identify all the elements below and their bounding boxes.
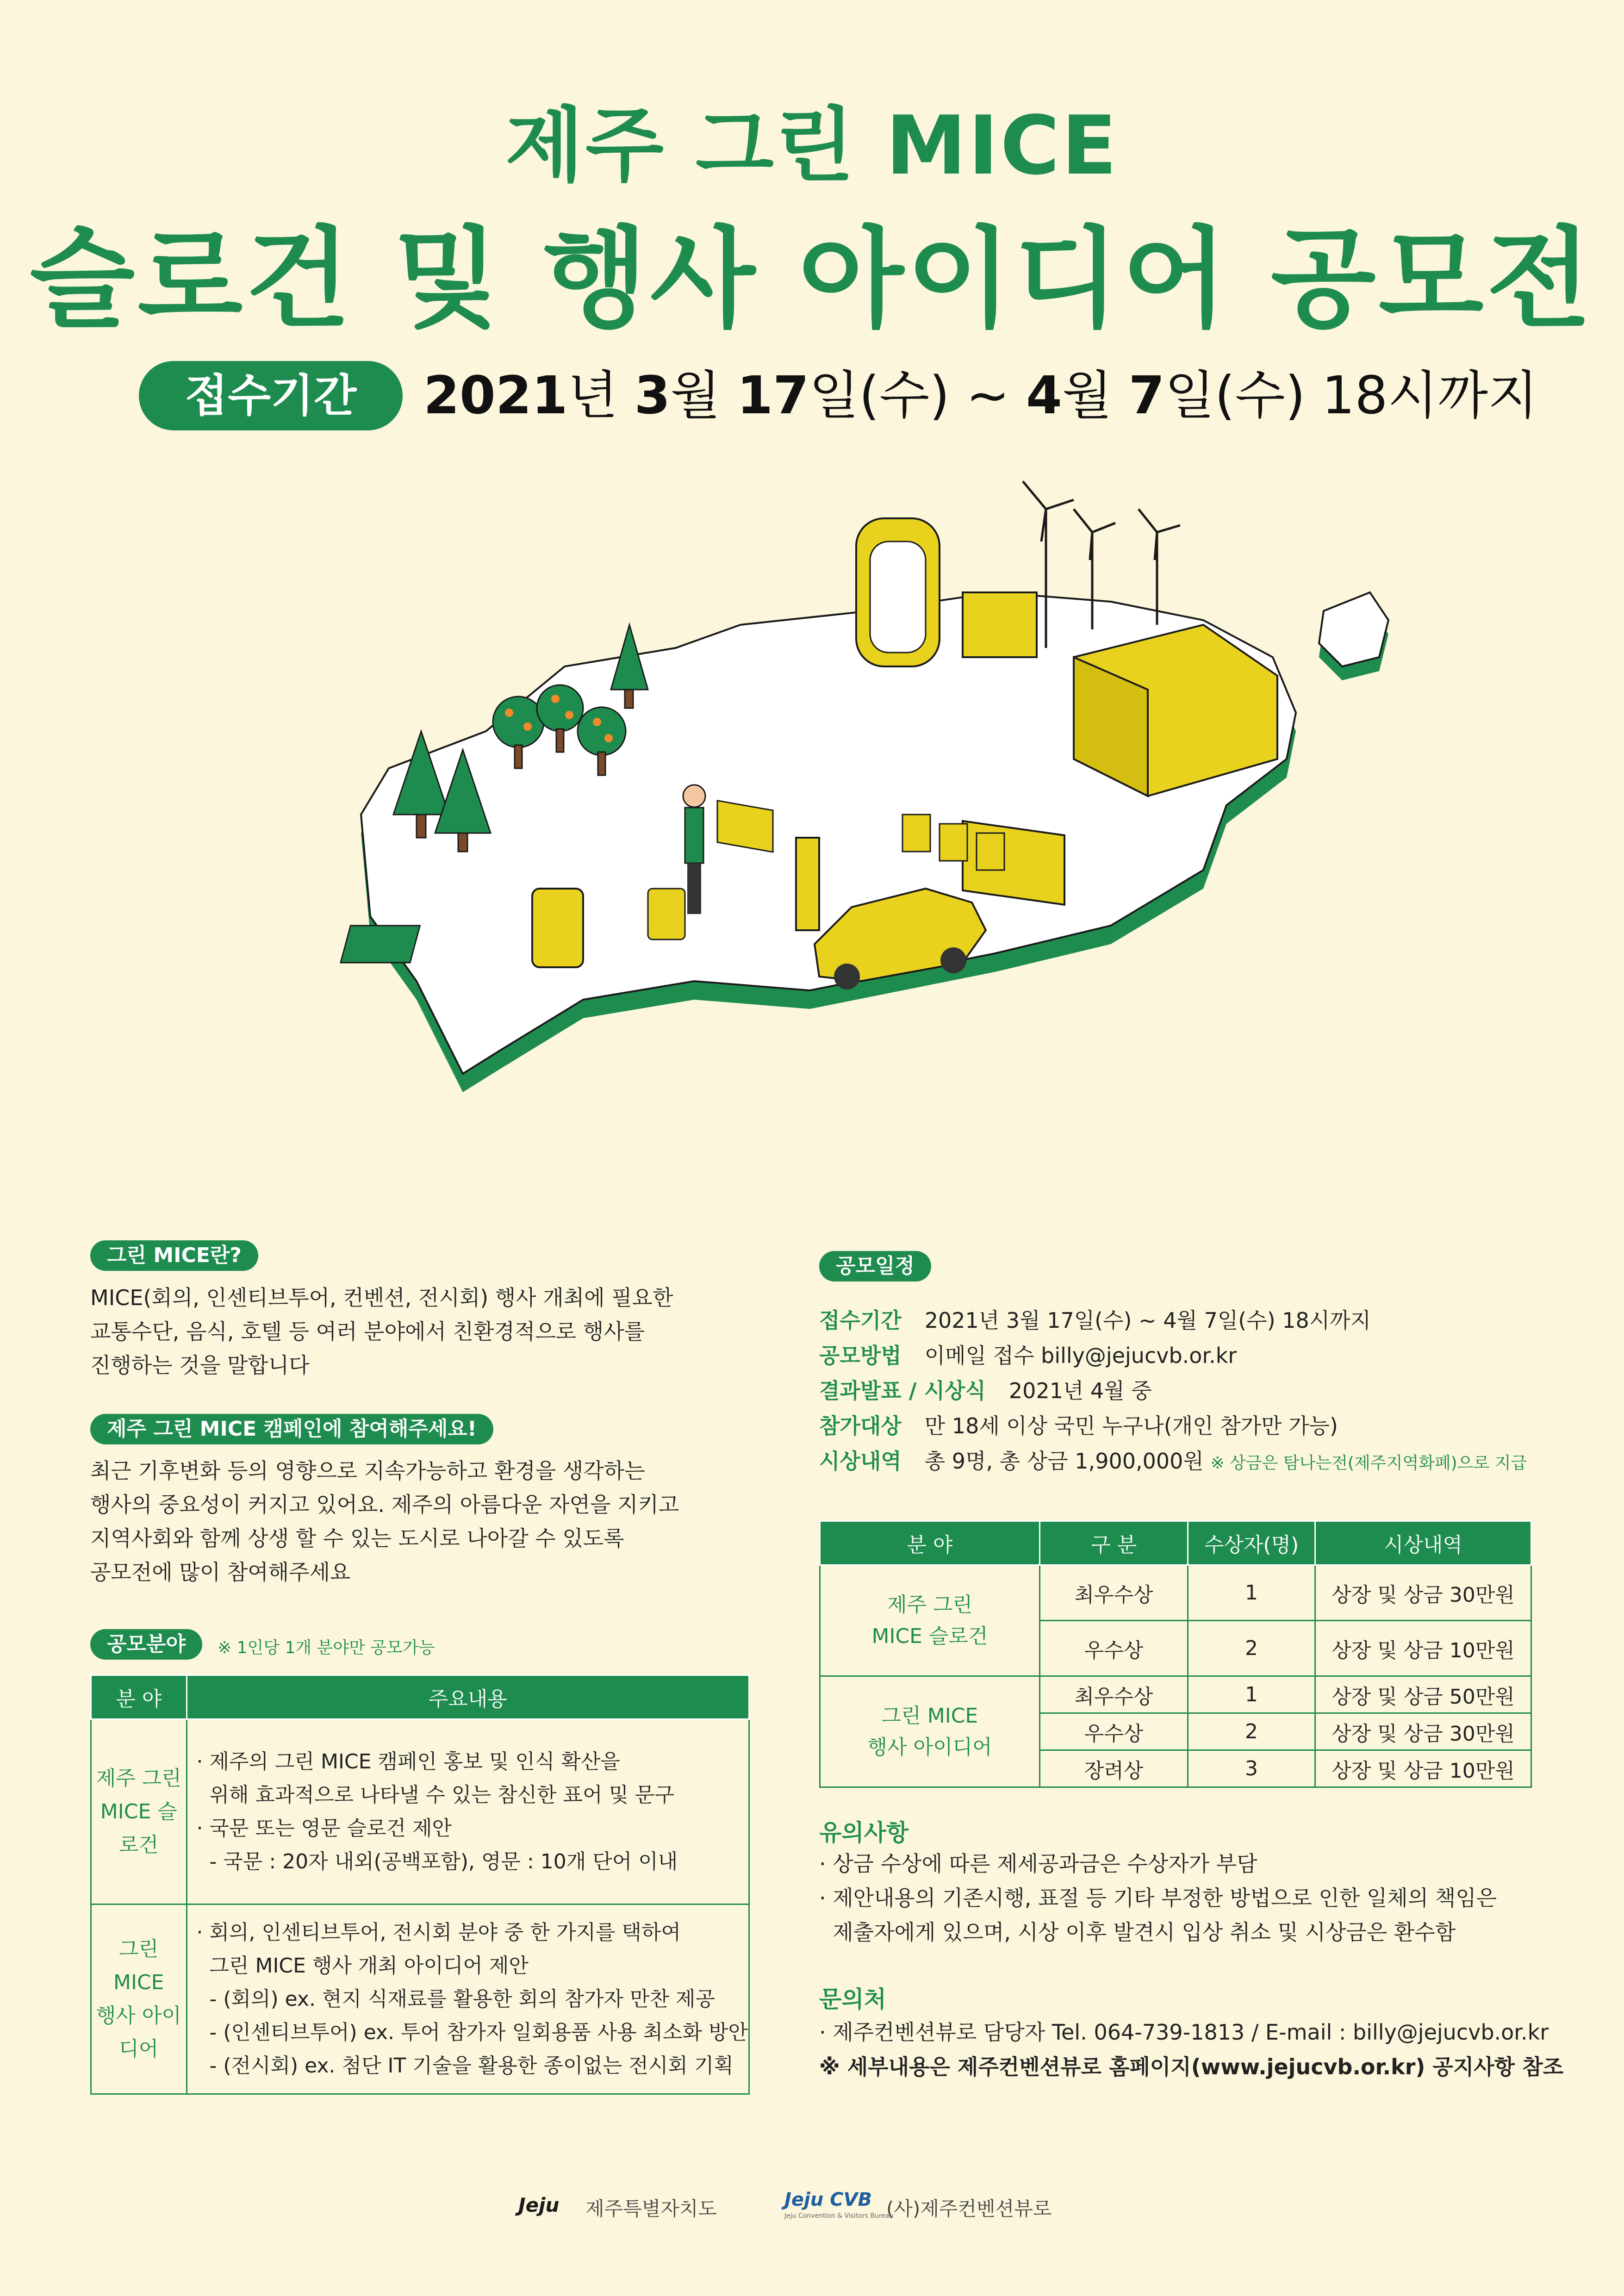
award-prize: 상장 및 상금 30만원 [1315, 1713, 1531, 1750]
period-month2-unit: 월 [1062, 366, 1129, 426]
what-is-green-mice-tag: 그린 MICE란? [90, 1240, 258, 1271]
contact-title: 문의처 [819, 1986, 886, 2013]
fields-row2-content [187, 1904, 749, 2094]
period-month2: 4 [1026, 366, 1062, 426]
fields-row2-field [91, 1904, 187, 2094]
award-prize: 상장 및 상금 50만원 [1315, 1676, 1531, 1713]
what-line-2: 교통수단, 음식, 호텔 등 여러 분야에서 친환경적으로 행사를 [90, 1319, 645, 1344]
contact-note: ※ 세부내용은 제주컨벤션뷰로 홈페이지(www.jejucvb.or.kr) 공지사항 참조 [819, 2054, 1564, 2079]
org-jejucvb: (사)제주컨벤션뷰로 [886, 2197, 1052, 2220]
period-day2: 7 [1128, 366, 1165, 426]
content-line: 그린 MICE 행사 개최 아이디어 제안 [196, 1954, 529, 1978]
period-badge: 접수기간 [139, 361, 403, 430]
table-row [820, 1565, 1531, 1621]
fields-header-content: 주요내용 [187, 1675, 749, 1719]
schedule-label: 결과발표 / 시상식 [819, 1378, 986, 1403]
content-line: - (회의) ex. 현지 식재료를 활용한 회의 참가자 만찬 제공 [196, 1987, 715, 2011]
campaign-line-2: 행사의 중요성이 커지고 있어요. 제주의 아름다운 자연을 지키고 [90, 1492, 679, 1517]
fields-row1-field [91, 1719, 187, 1904]
content-line: · 회의, 인센티브투어, 전시회 분야 중 한 가지를 택하여 [196, 1920, 681, 1944]
schedule-label: 참가대상 [819, 1413, 902, 1438]
what-is-green-mice-text [90, 1281, 761, 1382]
schedule-tag: 공모일정 [819, 1251, 931, 1282]
award-count: 1 [1188, 1565, 1315, 1621]
schedule-label: 공모방법 [819, 1343, 902, 1368]
schedule-row-period [819, 1303, 1527, 1338]
award-grade: 우수상 [1040, 1621, 1188, 1676]
period-text [423, 359, 1538, 433]
period-day1: 17 [737, 366, 809, 426]
award-prize: 상장 및 상금 10만원 [1315, 1621, 1531, 1676]
fields-header-field: 분 야 [91, 1675, 187, 1719]
content-line: - 국문 : 20자 내외(공백포함), 영문 : 10개 단어 이내 [196, 1849, 678, 1873]
campaign-line-4: 공모전에 많이 참여해주세요 [90, 1560, 351, 1585]
award-prize: 상장 및 상금 10만원 [1315, 1750, 1531, 1787]
prize-note: ※ 상금은 탐나는전(제주지역화폐)으로 지급 [1210, 1454, 1527, 1473]
table-row [820, 1676, 1531, 1713]
field-name-line: MICE 슬로건 [100, 1799, 177, 1857]
notice-line: 제출자에게 있으며, 시상 이후 발견시 입상 취소 및 시상금은 환수함 [819, 1920, 1456, 1945]
jejucvb-logo: Jeju CVB [784, 2189, 872, 2210]
notice-line: · 상금 수상에 따른 제세공과금은 수상자가 부담 [819, 1851, 1257, 1876]
award-grade: 최우수상 [1040, 1676, 1188, 1713]
content-line: - (전시회) ex. 첨단 IT 기술을 활용한 종이없는 전시회 기획 [196, 2053, 734, 2078]
table-row [91, 1904, 749, 2094]
notice-title: 유의사항 [819, 1819, 909, 1846]
campaign-line-1: 최근 기후변화 등의 영향으로 지속가능하고 환경을 생각하는 [90, 1458, 645, 1483]
award-grade: 장려상 [1040, 1750, 1188, 1787]
awards-header-prize: 시상내역 [1315, 1521, 1531, 1565]
period-day1-unit: 일(수) ~ [809, 366, 1026, 426]
campaign-text [90, 1454, 761, 1589]
content-line: - (인센티브투어) ex. 투어 참가자 일회용품 사용 최소화 방안 [196, 2020, 748, 2044]
awards-header-count: 수상자(명) [1188, 1521, 1315, 1565]
awards-header-field: 분 야 [820, 1521, 1040, 1565]
what-line-1: MICE(회의, 인센티브투어, 컨벤션, 전시회) 행사 개최에 필요한 [90, 1285, 673, 1310]
jejucvb-logo-sub: Jeju Convention & Visitors Bureau [784, 2212, 894, 2220]
schedule-value: 만 18세 이상 국민 누구나(개인 참가만 가능) [924, 1413, 1338, 1438]
field-name-line: 그린 MICE [881, 1704, 978, 1728]
notice-text [819, 1847, 1497, 1949]
schedule-row-prize [819, 1444, 1527, 1479]
field-name-line: 제주 그린 [887, 1593, 972, 1617]
table-row [91, 1719, 749, 1904]
schedule-label: 시상내역 [819, 1449, 902, 1474]
field-name-line: MICE 슬로건 [871, 1624, 988, 1648]
period-month1: 3 [634, 366, 671, 426]
schedule-label: 접수기간 [819, 1308, 902, 1333]
jeju-logo: Jeju [518, 2194, 560, 2216]
award-count: 2 [1188, 1713, 1315, 1750]
award-count: 3 [1188, 1750, 1315, 1787]
schedule-row-result [819, 1373, 1527, 1408]
content-line: · 제주의 그린 MICE 캠페인 홍보 및 인식 확산을 [196, 1749, 620, 1773]
fields-tag: 공모분야 [90, 1629, 202, 1660]
fields-table-header [91, 1675, 749, 1719]
contact-line: · 제주컨벤션뷰로 담당자 Tel. 064-739-1813 / E-mail : billy@jejucvb.or.kr [819, 2020, 1549, 2045]
period-year: 2021 [423, 366, 568, 426]
awards-table-header [820, 1521, 1531, 1565]
field-name-line: 그린 MICE [113, 1937, 164, 1994]
period-year-unit: 년 [567, 366, 635, 426]
schedule-row-target [819, 1408, 1527, 1444]
period-day2-unit: 일(수) 18시까지 [1164, 366, 1538, 426]
schedule-row-method [819, 1338, 1527, 1373]
schedule-value: 총 9명, 총 상금 1,900,000원 [924, 1449, 1204, 1474]
field-name-line: 제주 그린 [96, 1766, 181, 1790]
fields-row1-content [187, 1719, 749, 1904]
field-name-line: 행사 아이디어 [96, 2004, 181, 2061]
org-jeju-province: 제주특별자치도 [585, 2197, 717, 2220]
awards-table [819, 1520, 1532, 1788]
what-line-3: 진행하는 것을 말합니다 [90, 1353, 310, 1378]
field-name-line: 행사 아이디어 [867, 1735, 992, 1759]
fields-table [90, 1674, 750, 2095]
award-count: 2 [1188, 1621, 1315, 1676]
fields-note: ※ 1인당 1개 분야만 공모가능 [218, 1638, 435, 1657]
award-prize: 상장 및 상금 30만원 [1315, 1565, 1531, 1621]
schedule-list [819, 1303, 1527, 1479]
awards-header-grade: 구 분 [1040, 1521, 1188, 1565]
title-line1: 제주 그린 MICE [505, 99, 1119, 193]
campaign-line-3: 지역사회와 함께 상생 할 수 있는 도시로 나아갈 수 있도록 [90, 1526, 624, 1551]
schedule-value: 이메일 접수 billy@jejucvb.or.kr [924, 1343, 1237, 1368]
content-line: · 국문 또는 영문 슬로건 제안 [196, 1816, 452, 1840]
awards-group2-field [820, 1676, 1040, 1787]
period-month1-unit: 월 [670, 366, 737, 426]
content-line: 위해 효과적으로 나타낼 수 있는 참신한 표어 및 문구 [196, 1783, 674, 1807]
award-grade: 최우수상 [1040, 1565, 1188, 1621]
award-count: 1 [1188, 1676, 1315, 1713]
schedule-value: 2021년 4월 중 [1008, 1378, 1152, 1403]
awards-group1-field [820, 1565, 1040, 1676]
notice-line: · 제안내용의 기존시행, 표절 등 기타 부정한 방법으로 인한 일체의 책임은 [819, 1885, 1497, 1910]
award-grade: 우수상 [1040, 1713, 1188, 1750]
schedule-value: 2021년 3월 17일(수) ~ 4월 7일(수) 18시까지 [924, 1308, 1371, 1333]
jeju-island-illustration [324, 472, 1435, 1166]
campaign-tag: 제주 그린 MICE 캠페인에 참여해주세요! [90, 1414, 493, 1444]
title-line2: 슬로건 및 행사 아이디어 공모전 [30, 216, 1594, 342]
